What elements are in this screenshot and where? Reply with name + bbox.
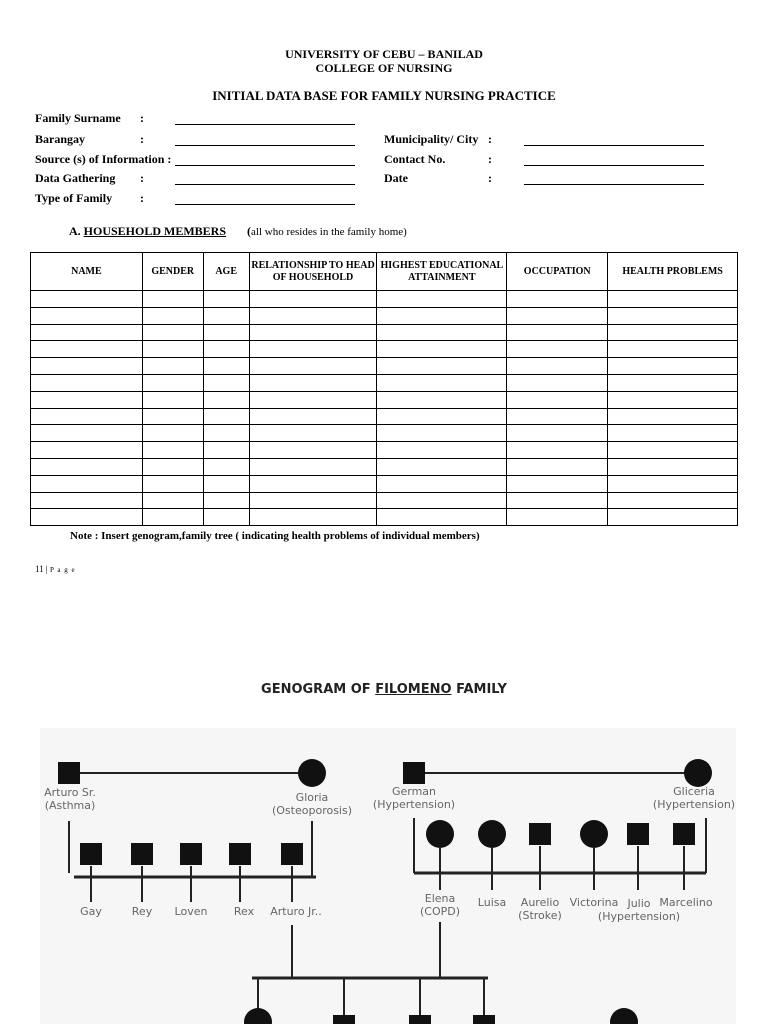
person-condition: (Stroke) [518,909,562,922]
male-symbol [473,1015,495,1024]
male-symbol [673,823,695,845]
female-symbol [244,1008,272,1024]
column-header-relationship: RELATIONSHIP TO HEAD OF HOUSEHOLD [249,253,377,291]
person-condition: (Asthma) [44,799,96,812]
male-symbol [281,843,303,865]
column-header-occupation: OCCUPATION [507,253,608,291]
university-name: UNIVERSITY OF CEBU – BANILAD [285,47,483,61]
person-name: Gliceria [673,785,715,798]
page-number: 11 [35,564,44,574]
date-label: Date [384,171,408,185]
person-gloria [262,791,362,817]
person-gliceria [648,785,740,811]
person-condition: (Osteoporosis) [271,804,353,817]
colon: : [488,152,492,166]
section-a-title: HOUSEHOLD MEMBERS [83,224,227,238]
person-arturo-jr: Arturo Jr.. [270,905,322,918]
person-german [364,785,464,811]
male-symbol [409,1015,431,1024]
person-name: Aurelio [520,896,560,909]
male-symbol [333,1015,355,1024]
person-name: Julio [627,897,651,910]
colon: : [488,171,492,185]
type-of-family-label: Type of Family [35,191,113,205]
female-symbol [580,820,608,848]
data-gathering-label: Data Gathering [35,171,116,185]
person-condition: (Hypertension) [597,910,681,923]
barangay-label: Barangay [35,132,86,146]
page-title: INITIAL DATA BASE FOR FAMILY NURSING PRACTICE [212,88,556,103]
column-header-gender: GENDER [142,253,203,291]
person-aurelio [510,896,570,922]
municipality-label: Municipality/ City [384,132,479,146]
female-symbol [478,820,506,848]
person-name: Marcelino [659,896,713,909]
person-name: Gloria [295,791,329,804]
person-arturo-sr [20,786,120,812]
female-symbol [610,1008,638,1024]
female-symbol [298,759,326,787]
colon: : [140,132,144,146]
contact-no-label: Contact No. [384,152,446,166]
person-loven: Loven [174,905,208,918]
family-surname-label: Family Surname [35,111,121,125]
colon: : [488,132,492,146]
column-header-education: HIGHEST EDUCATIONAL ATTAINMENT [377,253,507,291]
footer-separator: | [45,564,48,574]
male-symbol [627,823,649,845]
person-name: Elena [424,892,456,905]
college-name: COLLEGE OF NURSING [315,61,453,75]
male-symbol [229,843,251,865]
colon: : [140,191,144,205]
male-symbol [403,762,425,784]
person-name: Victorina [569,896,619,909]
person-rey: Rey [131,905,153,918]
person-name: Arturo Sr. [44,786,96,799]
section-a-note: all who resides in the family home) [251,226,407,238]
source-label: Source (s) of Information : [35,152,172,166]
footer-page-word: P a g e [49,566,76,574]
section-a-note-open: ( [247,224,252,238]
genogram-title-suffix: FAMILY [456,682,507,697]
male-symbol [131,843,153,865]
female-symbol [684,759,712,787]
person-condition: (Hypertension) [372,798,456,811]
column-header-age: AGE [203,253,249,291]
male-symbol [529,823,551,845]
male-symbol [80,843,102,865]
colon: : [140,111,144,125]
colon: : [140,171,144,185]
person-rex: Rex [233,905,255,918]
section-a-prefix: A. [69,224,81,238]
person-condition: (COPD) [419,905,461,918]
person-name: Luisa [477,896,507,909]
female-symbol [426,820,454,848]
genogram-title-name: FILOMENO [375,682,452,697]
male-symbol [58,762,80,784]
column-header-health-problems: HEALTH PROBLEMS [608,253,738,291]
person-condition: (Hypertension) [652,798,736,811]
person-name: German [391,785,437,798]
male-symbol [180,843,202,865]
genogram-note: Note : Insert genogram,family tree ( indicating health problems of individual members) [70,530,480,542]
column-header-name: NAME [31,253,143,291]
person-marcelino [652,896,720,909]
person-gay: Gay [80,905,102,918]
genogram-title-prefix: GENOGRAM OF [261,682,371,697]
